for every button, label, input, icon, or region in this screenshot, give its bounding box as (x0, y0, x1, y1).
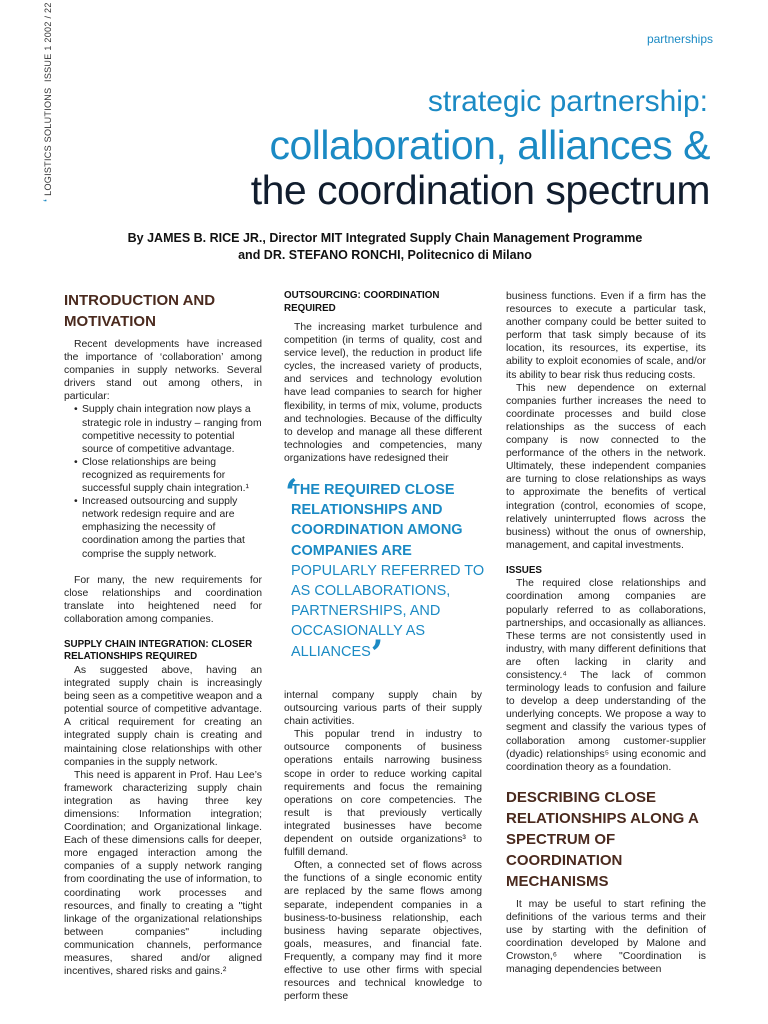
list-item: • Increased outsourcing and supply network redesign require and are emphasizing the necessity of coordination among the parties that comprise the supply network. (74, 495, 262, 560)
paragraph: This new dependence on external companies further increases the need to coordinate processes and build close relationships as the success of each company is now connected to the performance of the others in the network. Ultimately, these independent companies are turning to close relationships as ways to approximate the benefits of vertical integration (control, economies of scope, relatively uninterrupted flows across the business) without the onus of ownership, management, and capital investments. (506, 382, 706, 551)
list-item: • Supply chain integration now plays a strategic role in industry – ranging from competitive necessity to potential source of competitive advantage. (74, 403, 262, 455)
close-quote-icon: ’ (370, 632, 384, 675)
pull-quote-regular: POPULARLY REFERRED TO AS COLLABORATIONS, PARTNERSHIPS, AND OCCASIONALLY AS ALLIANCES (291, 562, 485, 660)
list-item: • Close relationships are being recognized as requirements for successful supply chain integration.¹ (74, 456, 262, 495)
subheading-supply-chain: SUPPLY CHAIN INTEGRATION: CLOSER RELATIONSHIPS REQUIRED (64, 638, 253, 663)
column-1 (64, 290, 262, 978)
issue-number: ISSUE 1 2002 / 22 (43, 2, 53, 82)
bullet-list (64, 403, 262, 560)
paragraph: business functions. Even if a firm has the resources to execute a particular task, another company could be better suited to perform that task simply because of its location, its resources, its expertise, its ability to exploit economies of scale, and/or its ability to bear risk thus reducing costs. (506, 291, 706, 381)
column-2-continued (284, 689, 482, 1003)
title-line-2: the coordination spectrum (250, 167, 710, 213)
open-quote-icon: ‘ (285, 472, 298, 514)
section-tag: partnerships (646, 32, 713, 46)
pull-quote (285, 472, 490, 675)
side-label (42, 2, 82, 202)
paragraph: This popular trend in industry to outsource components of business operations entails narrowing business scope in order to reduce working capital requirements and focus the remaining operations on core competencies. The result is that previously vertically integrated businesses have become dependent on outside organizations³ to fulfill demand. (284, 729, 482, 859)
paragraph: For many, the new requirements for close relationships and coordination translate into heightened need for collaboration among companies. (64, 574, 262, 625)
paragraph: It may be useful to start refining the definitions of the various terms and their use by starting with the definition of coordination developed by Malone and Crowston,⁶ where "Coordination is managing dependencies between (506, 898, 706, 976)
heading-describing: DESCRIBING CLOSE RELATIONSHIPS ALONG A SPECTRUM OF COORDINATION MECHANISMS (506, 788, 699, 890)
paragraph: Often, a connected set of flows across the functions of a single economic entity are replaced by the same flows among separate, independent companies in a business-to-business relationship, each business having separate objectives, goals, measures, and financial fate. Frequently, a company may find it more effective to use other firms with special resources and technical knowledge to perform these (284, 860, 482, 1003)
byline-line-2: and DR. STEFANO RONCHI, Politecnico di Milano (238, 248, 532, 262)
paragraph: As suggested above, having an integrated supply chain is increasingly being seen as a competitive weapon and a potential source of competitive advantage. A critical requirement for creating an integrated supply chain is creating and maintaining close relationships with other companies in the supply network. (64, 664, 262, 768)
title-kicker: strategic partnership: (427, 85, 708, 118)
column-3 (506, 290, 706, 976)
title-line-1: collaboration, alliances & (269, 122, 710, 168)
quote-mark-icon: ‘ (42, 198, 54, 202)
subheading-issues: ISSUES (506, 564, 542, 576)
paragraph: The required close relationships and coordination among companies are popularly referred to as collaborations, partnerships, and occasionally as alliances. These terms are not consistently used in industry, with many different definitions that are often lacking in clarity and consistency.⁴ The lack of common terminology leads to confusion and failure to develop a deep understanding of the underlying concepts. We propose a way to segment and classify the various types of collaboration among customer-supplier (dyadic) relationships⁵ using economic and coordination theory as a foundation. (506, 578, 706, 773)
pull-quote-bold: THE REQUIRED CLOSE RELATIONSHIPS AND COORDINATION AMONG COMPANIES ARE (291, 482, 463, 559)
byline (60, 230, 710, 264)
paragraph: The increasing market turbulence and competition (in terms of quality, cost and service level), the reduction in product life cycles, the increased variety of products, and services and technology evolution have lead companies to search for higher flexibility, in terms of mix, volume, products and technologies. Because of the difficulty to develop and manage all these different technologies and competencies, many organizations have redesigned their (284, 322, 482, 464)
column-2 (284, 290, 482, 465)
paragraph: This need is apparent in Prof. Hau Lee’s framework characterizing supply chain integration as having three key dimensions: Information integration; Coordination; and Organizational linkage. Each of these dimensions calls for deeper, more engaged interaction among the companies of a supply network ranging from coordinating the use of information, to coordinating work processes and resources, and finally to creating a "tight linkage of the organizational relationships between companies" including communication channels, performance measures, shared and/or aligned incentives, shared risks and gains.² (64, 769, 262, 978)
byline-line-1: By JAMES B. RICE JR., Director MIT Integrated Supply Chain Management Programme (127, 231, 643, 245)
subheading-outsourcing: OUTSOURCING: COORDINATION REQUIRED (284, 290, 440, 314)
paragraph: internal company supply chain by outsourcing various parts of their supply chain activities. (284, 690, 482, 728)
publication-name: LOGISTICS SOLUTIONS (43, 87, 53, 196)
heading-introduction: INTRODUCTION AND MOTIVATION (64, 292, 216, 330)
paragraph: Recent developments have increased the importance of ‘collaboration’ among companies in supply networks. Several drivers stand out among others, in particular: (64, 339, 262, 403)
